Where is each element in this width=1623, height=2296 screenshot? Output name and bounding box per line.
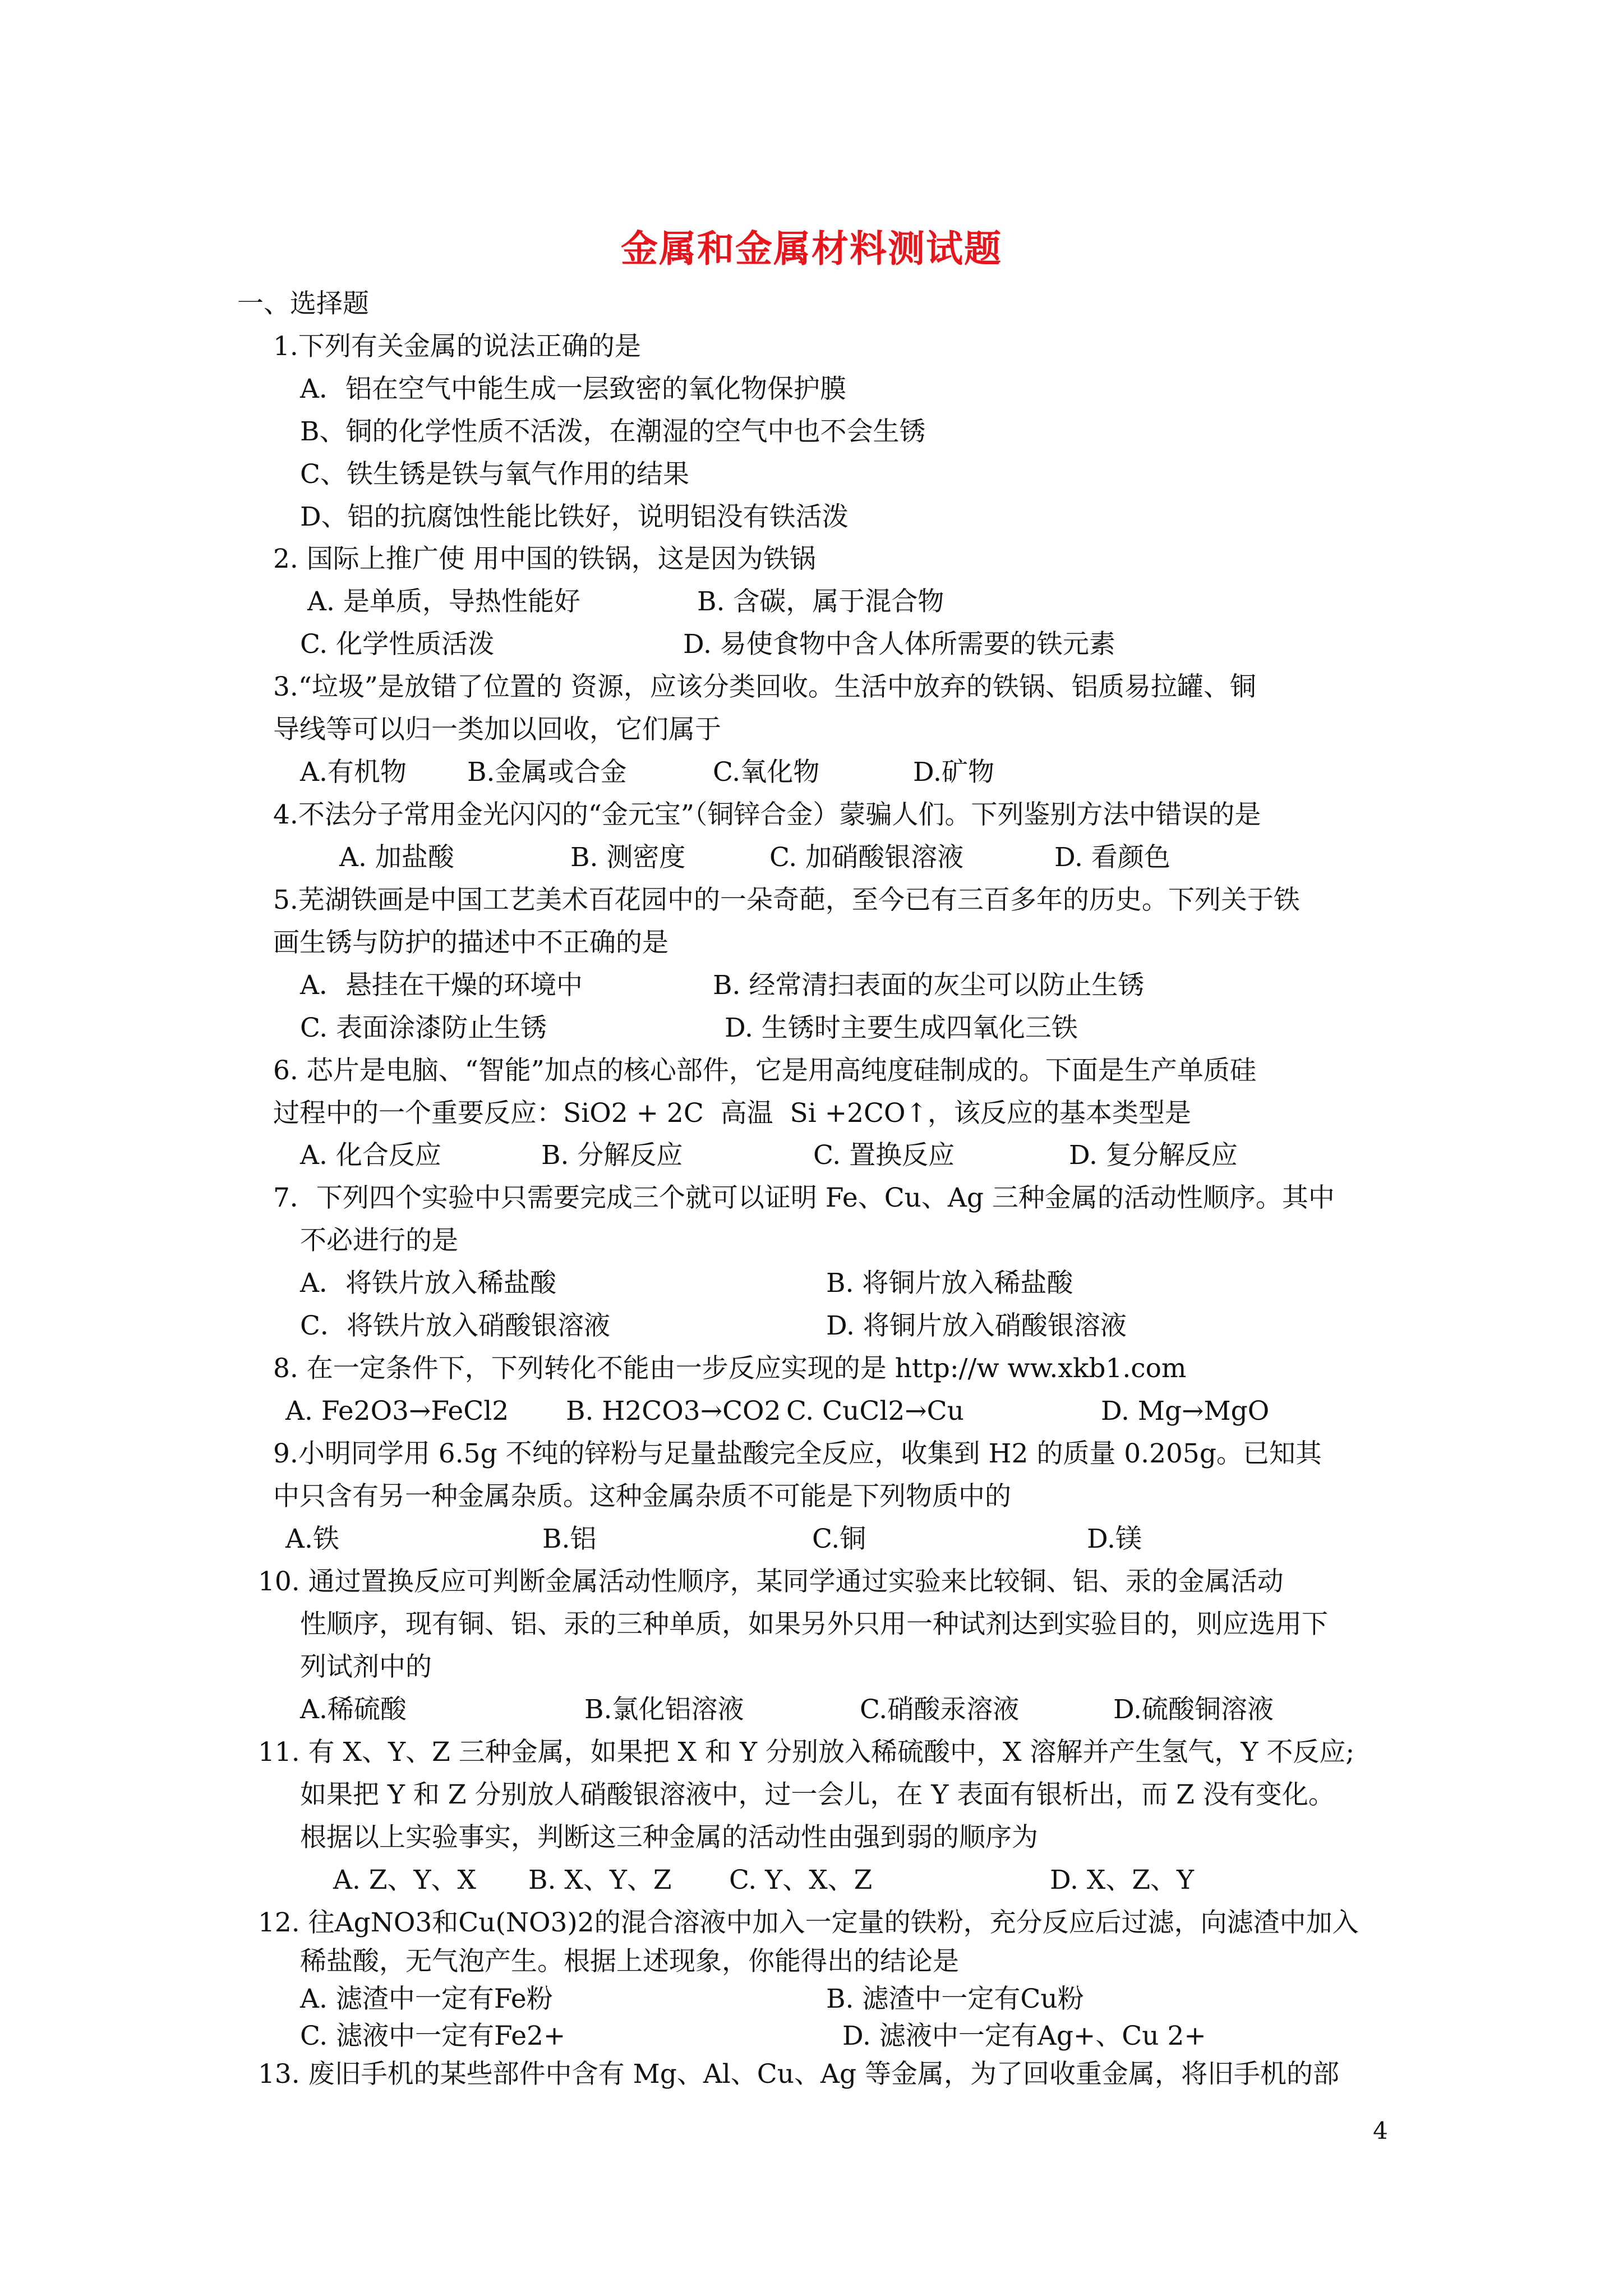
section-heading: 一、选择题 (237, 288, 369, 319)
q11-option-c: C. Y、X、Z (729, 1865, 873, 1895)
q6-stem-line1: 6. 芯片是电脑、“智能”加点的核心部件，它是用高纯度硅制成的。下面是生产单质硅 (273, 1055, 1256, 1086)
q12-option-c: C. 滤液中一定有Fe2+ (300, 2021, 566, 2051)
q9-option-d: D.镁 (1087, 1524, 1142, 1554)
q3-option-c: C.氧化物 (713, 757, 820, 788)
q13-stem-line1: 13. 废旧手机的某些部件中含有 Mg、Al、Cu、Ag 等金属，为了回收重金属，将旧手机的部 (258, 2059, 1340, 2090)
q4-option-d: D. 看颜色 (1054, 842, 1170, 873)
q7-option-b: B. 将铜片放入稀盐酸 (826, 1268, 1073, 1299)
q3-option-d: D.矿物 (913, 757, 994, 788)
q5-stem-line1: 5.芜湖铁画是中国工艺美术百花园中的一朵奇葩，至今已有三百多年的历史。下列关于铁 (273, 885, 1300, 915)
q4-option-a: A. 加盐酸 (339, 842, 454, 873)
q8-option-b: B. H2CO3→CO2 (566, 1396, 781, 1427)
q11-stem-line3: 根据以上实验事实，判断这三种金属的活动性由强到弱的顺序为 (300, 1822, 1038, 1853)
q5-option-d: D. 生锈时主要生成四氧化三铁 (725, 1013, 1078, 1043)
q8-stem: 8. 在一定条件下，下列转化不能由一步反应实现的是 http://w ww.xkb1.com (273, 1353, 1187, 1384)
q2-option-b: B. 含碳，属于混合物 (697, 586, 944, 617)
q10-stem-line2: 性顺序，现有铜、铝、汞的三种单质，如果另外只用一种试剂达到实验目的，则应选用下 (300, 1609, 1328, 1640)
q5-option-b: B. 经常清扫表面的灰尘可以防止生锈 (713, 970, 1145, 1001)
q9-stem-line1: 9.小明同学用 6.5g 不纯的锌粉与足量盐酸完全反应，收集到 H2 的质量 0.205g。已知其 (273, 1438, 1322, 1469)
q2-option-d: D. 易使食物中含人体所需要的铁元素 (683, 629, 1115, 660)
q10-option-b: B.氯化铝溶液 (584, 1694, 744, 1725)
q4-option-c: C. 加硝酸银溶液 (769, 842, 964, 873)
q10-option-a: A.稀硫酸 (300, 1694, 407, 1725)
q4-stem: 4.不法分子常用金光闪闪的“金元宝”（铜锌合金）蒙骗人们。下列鉴别方法中错误的是 (273, 799, 1261, 830)
q6-option-a: A. 化合反应 (300, 1140, 441, 1171)
page-title: 金属和金属材料测试题 (621, 227, 1002, 270)
q7-stem-line1: 7．下列四个实验中只需要完成三个就可以证明 Fe、Cu、Ag 三种金属的活动性顺序。其中 (273, 1182, 1335, 1213)
q7-option-c: C．将铁片放入硝酸银溶液 (300, 1310, 610, 1341)
q6-option-d: D. 复分解反应 (1069, 1140, 1238, 1171)
q8-option-c: C. CuCl2→Cu (786, 1396, 964, 1427)
q10-option-c: C.硝酸汞溶液 (860, 1694, 1020, 1725)
page-number: 4 (1373, 2117, 1388, 2145)
q9-option-b: B.铝 (542, 1524, 597, 1554)
q3-stem-line1: 3.“垃圾”是放错了位置的 资源，应该分类回收。生活中放弃的铁锅、铝质易拉罐、铜 (273, 671, 1256, 702)
q11-stem-line2: 如果把 Y 和 Z 分别放人硝酸银溶液中，过一会儿，在 Y 表面有银析出，而 Z 没有变化。 (300, 1779, 1335, 1810)
q11-option-d: D. X、Z、Y (1050, 1865, 1195, 1895)
q7-stem-line2: 不必进行的是 (300, 1225, 458, 1256)
q11-stem-line1: 11. 有 X、Y、Z 三种金属，如果把 X 和 Y 分别放入稀硫酸中，X 溶解并产生氢气，Y 不反应; (258, 1737, 1355, 1768)
q3-stem-line2: 导线等可以归一类加以回收，它们属于 (273, 714, 721, 745)
q1-option-c: C、铁生锈是铁与氧气作用的结果 (300, 459, 689, 490)
q9-option-a: A.铁 (285, 1524, 339, 1554)
q4-option-b: B. 测密度 (570, 842, 686, 873)
q6-option-b: B. 分解反应 (541, 1140, 683, 1171)
q2-option-a: A. 是单质，导热性能好 (307, 586, 580, 617)
q10-stem-line3: 列试剂中的 (300, 1651, 432, 1682)
q5-option-a: A．悬挂在干燥的环境中 (300, 970, 583, 1001)
q11-option-a: A. Z、Y、X (333, 1865, 476, 1895)
q2-option-c: C. 化学性质活泼 (300, 629, 495, 660)
q12-option-b: B. 滤渣中一定有Cu粉 (826, 1984, 1084, 2014)
q6-stem-line2: 过程中的一个重要反应：SiO2 + 2C 高温 Si +2CO↑，该反应的基本类型是 (273, 1098, 1191, 1129)
q3-option-a: A.有机物 (300, 757, 407, 788)
q12-stem-line1: 12. 往AgNO3和Cu(NO3)2的混合溶液中加入一定量的铁粉，充分反应后过滤，向滤渣中加入 (258, 1907, 1359, 1938)
q9-option-c: C.铜 (812, 1524, 866, 1554)
q8-option-a: A. Fe2O3→FeCl2 (285, 1396, 509, 1427)
q2-stem: 2. 国际上推广使 用中国的铁锅，这是因为铁锅 (273, 544, 816, 574)
q9-stem-line2: 中只含有另一种金属杂质。这种金属杂质不可能是下列物质中的 (273, 1481, 1011, 1512)
q12-option-d: D. 滤液中一定有Ag+、Cu 2+ (842, 2021, 1206, 2051)
q1-option-a: A．铝在空气中能生成一层致密的氧化物保护膜 (300, 374, 846, 404)
q12-option-a: A. 滤渣中一定有Fe粉 (300, 1984, 553, 2014)
q10-option-d: D.硫酸铜溶液 (1113, 1694, 1274, 1725)
q5-option-c: C. 表面涂漆防止生锈 (300, 1013, 547, 1043)
q1-option-d: D、铝的抗腐蚀性能比铁好，说明铝没有铁活泼 (300, 501, 849, 532)
q7-option-d: D. 将铜片放入硝酸银溶液 (826, 1310, 1127, 1341)
q7-option-a: A．将铁片放入稀盐酸 (300, 1268, 556, 1299)
q1-option-b: B、铜的化学性质不活泼，在潮湿的空气中也不会生锈 (300, 416, 926, 447)
q10-stem-line1: 10. 通过置换反应可判断金属活动性顺序，某同学通过实验来比较铜、铝、汞的金属活动 (258, 1566, 1284, 1597)
q1-stem: 1.下列有关金属的说法正确的是 (273, 331, 641, 362)
q12-stem-line2: 稀盐酸，无气泡产生。根据上述现象，你能得出的结论是 (300, 1946, 959, 1977)
q6-option-c: C. 置换反应 (813, 1140, 955, 1171)
q8-option-d: D. Mg→MgO (1101, 1396, 1270, 1427)
q3-option-b: B.金属或合金 (467, 757, 627, 788)
q11-option-b: B. X、Y、Z (528, 1865, 672, 1895)
q5-stem-line2: 画生锈与防护的描述中不正确的是 (273, 927, 668, 958)
